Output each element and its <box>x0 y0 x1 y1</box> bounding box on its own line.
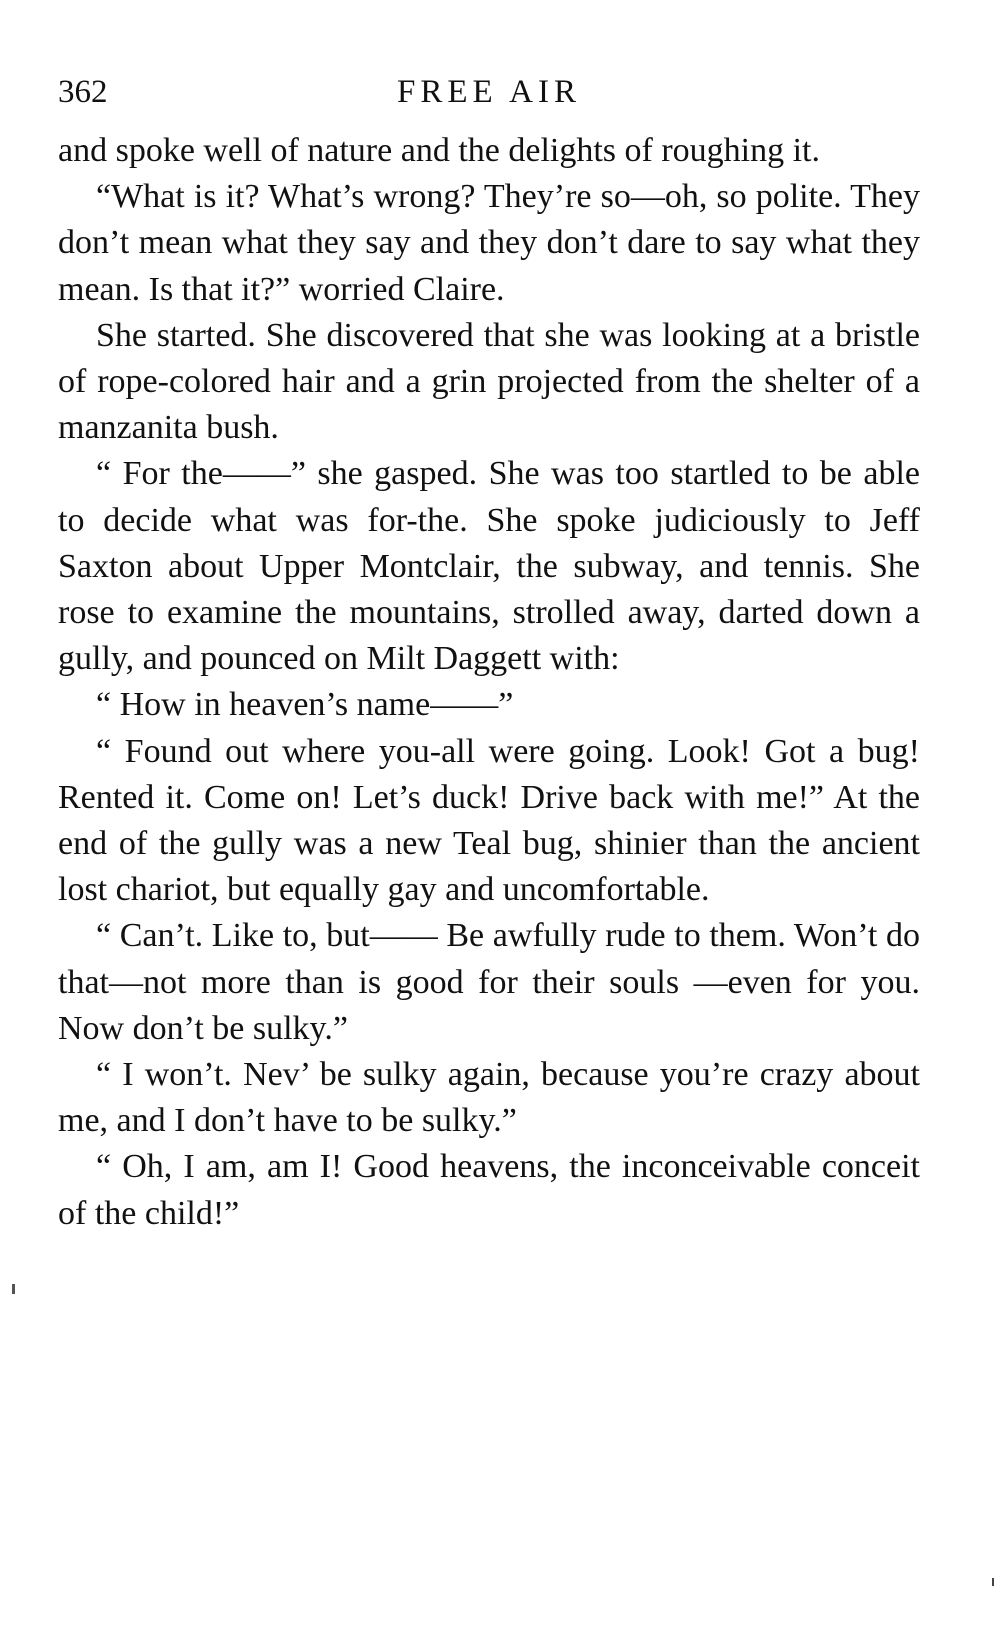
paragraph: and spoke well of nature and the delights of roughing it. <box>58 132 820 169</box>
paragraph: “ Found out where you-all were going. Look! Got a bug! Rented it. Come on! Let’s duck! Drive back with me!” At the end of the gully was a new Teal bug, shinier than the ancient lost chariot, but equally gay and uncomfortable. <box>58 732 920 909</box>
running-title: FREE AIR <box>397 74 581 110</box>
paragraph: She started. She discovered that she was looking at a bristle of rope-colored hair and a grin projected from the shelter of a manzanita bush. <box>58 316 920 447</box>
paragraph: “ Can’t. Like to, but—— Be awfully rude to them. Won’t do that—not more than is good for their souls —even for you. Now don’t be sulky.” <box>58 917 920 1047</box>
paragraph: “ I won’t. Nev’ be sulky again, because you’re crazy about me, and I don’t have to be sulky.” <box>58 1056 920 1140</box>
body-text <box>58 128 920 1237</box>
page-number: 362 <box>58 74 108 110</box>
page-header <box>58 66 920 118</box>
margin-speck <box>12 1284 15 1294</box>
paragraph: “ How in heaven’s name——” <box>96 686 514 724</box>
corner-speck <box>992 1578 994 1586</box>
paragraph: “ For the——” she gasped. She was too startled to be able to decide what was for-the. She spoke judiciously to Jeff Saxton about Upper Montclair, the subway, and tennis. She rose to examine the mountains, strolled away, darted down a gully, and pounced on Milt Daggett with: <box>58 455 920 678</box>
paragraph: “ Oh, I am, am I! Good heavens, the inconceivable conceit of the child!” <box>58 1148 920 1232</box>
paragraph: “What is it? What’s wrong? They’re so—oh, so polite. They don’t mean what they say and they don’t dare to say what they mean. Is that it?” worried Claire. <box>58 178 920 308</box>
